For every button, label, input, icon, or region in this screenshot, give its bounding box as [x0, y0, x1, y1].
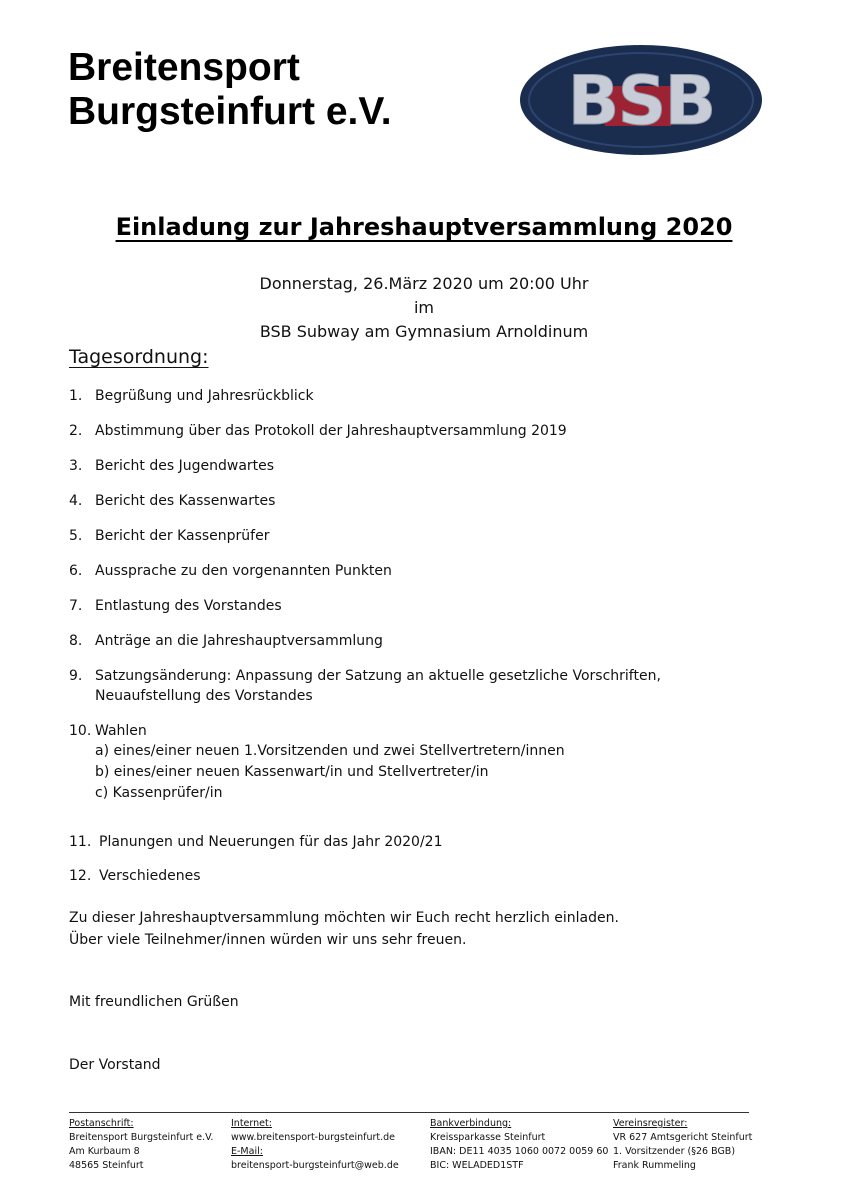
agenda-item — [69, 456, 274, 477]
agenda-item-continuation: Neuaufstellung des Vorstandes — [95, 688, 313, 704]
agenda-item-number: 7. — [69, 598, 83, 614]
agenda-item — [69, 721, 147, 742]
agenda-item — [69, 526, 269, 547]
footer-bank-label: Bankverbindung: — [430, 1118, 512, 1129]
footer-postal-line: Breitensport Burgsteinfurt e.V. — [69, 1132, 214, 1143]
agenda-item-number: 2. — [69, 423, 83, 439]
agenda-subitem: a) eines/einer neuen 1.Vorsitzenden und zwei Stellvertretern/innen — [95, 743, 565, 759]
footer-email[interactable]: breitensport-burgsteinfurt@web.de — [231, 1160, 399, 1171]
agenda-item-number: 8. — [69, 633, 83, 649]
agenda-item-number: 11. — [69, 834, 92, 850]
footer-bank-line: IBAN: DE11 4035 1060 0072 0059 60 — [430, 1146, 609, 1157]
footer-internet-label: Internet: — [231, 1118, 272, 1129]
meeting-details — [0, 272, 848, 344]
agenda-item — [69, 421, 567, 442]
footer-register-label: Vereinsregister: — [613, 1118, 688, 1129]
agenda-item — [69, 491, 275, 512]
agenda-item — [69, 386, 314, 407]
footer-bank — [430, 1117, 608, 1173]
agenda-item-text: Bericht des Jugendwartes — [95, 458, 275, 474]
footer-internet — [231, 1117, 399, 1173]
agenda-item-text: Abstimmung über das Protokoll der Jahreshauptversammlung 2019 — [95, 423, 567, 439]
footer-divider — [69, 1112, 749, 1113]
document-title: Einladung zur Jahreshauptversammlung 2020 — [115, 213, 733, 241]
agenda-item-number: 6. — [69, 563, 83, 579]
org-name-line1: Breitensport — [68, 46, 300, 89]
greeting: Mit freundlichen Grüßen — [69, 994, 239, 1010]
footer-postal-line: 48565 Steinfurt — [69, 1160, 144, 1171]
agenda-item-text: Wahlen — [95, 723, 147, 739]
meeting-date: Donnerstag, 26.März 2020 um 20:00 Uhr — [259, 274, 589, 293]
agenda-item-text: Bericht des Kassenwartes — [95, 493, 276, 509]
agenda-item — [69, 596, 282, 617]
agenda-item-text: Anträge an die Jahreshauptversammlung — [95, 633, 383, 649]
agenda-item-number: 3. — [69, 458, 83, 474]
agenda-item — [69, 832, 443, 853]
agenda-item-text: Begrüßung und Jahresrückblick — [95, 388, 314, 404]
agenda-item-number: 5. — [69, 528, 83, 544]
footer-postal-line: Am Kurbaum 8 — [69, 1146, 140, 1157]
agenda-item-text: Entlastung des Vorstandes — [95, 598, 282, 614]
agenda-subitem: b) eines/einer neuen Kassenwart/in und Stellvertreter/in — [95, 764, 489, 780]
signature: Der Vorstand — [69, 1057, 161, 1073]
logo-lettering: BSB — [567, 62, 715, 141]
meeting-im: im — [413, 298, 435, 317]
footer-register-line: 1. Vorsitzender (§26 BGB) — [613, 1146, 736, 1157]
agenda-item-text: Verschiedenes — [99, 868, 201, 884]
footer-bank-line: BIC: WELADED1STF — [430, 1160, 524, 1171]
agenda-item-number: 4. — [69, 493, 83, 509]
agenda-item-text: Planungen und Neuerungen für das Jahr 2020/21 — [99, 834, 443, 850]
agenda-item — [69, 561, 392, 582]
agenda-item-text: Aussprache zu den vorgenannten Punkten — [95, 563, 392, 579]
agenda-item-text: Satzungsänderung: Anpassung der Satzung an aktuelle gesetzliche Vorschriften, — [95, 668, 661, 684]
meeting-location: BSB Subway am Gymnasium Arnoldinum — [259, 322, 589, 341]
agenda-subitem: c) Kassenprüfer/in — [95, 785, 223, 801]
footer-postal-address — [69, 1117, 213, 1173]
footer-website[interactable]: www.breitensport-burgsteinfurt.de — [231, 1132, 396, 1143]
footer-email-label: E-Mail: — [231, 1146, 263, 1157]
agenda-item-number: 10. — [69, 723, 92, 739]
agenda-item-number: 12. — [69, 868, 92, 884]
footer-postal-label: Postanschrift: — [69, 1118, 134, 1129]
agenda-item — [69, 866, 201, 887]
organization-name — [68, 46, 392, 134]
bsb-logo — [519, 44, 763, 156]
closing-hope: Über viele Teilnehmer/innen würden wir uns sehr freuen. — [69, 932, 467, 948]
footer-bank-line: Kreissparkasse Steinfurt — [430, 1132, 546, 1143]
agenda-item-text: Bericht der Kassenprüfer — [95, 528, 270, 544]
agenda-item-number: 9. — [69, 668, 83, 684]
footer-register — [613, 1117, 752, 1173]
closing-invitation: Zu dieser Jahreshauptversammlung möchten wir Euch recht herzlich einladen. — [69, 910, 619, 926]
agenda-heading: Tagesordnung: — [69, 346, 209, 368]
org-name-line2: Burgsteinfurt e.V. — [68, 90, 392, 133]
agenda-item — [69, 666, 661, 687]
footer-register-line: VR 627 Amtsgericht Steinfurt — [613, 1132, 753, 1143]
footer-register-line: Frank Rummeling — [613, 1160, 696, 1171]
agenda-item — [69, 631, 383, 652]
agenda-item-number: 1. — [69, 388, 83, 404]
